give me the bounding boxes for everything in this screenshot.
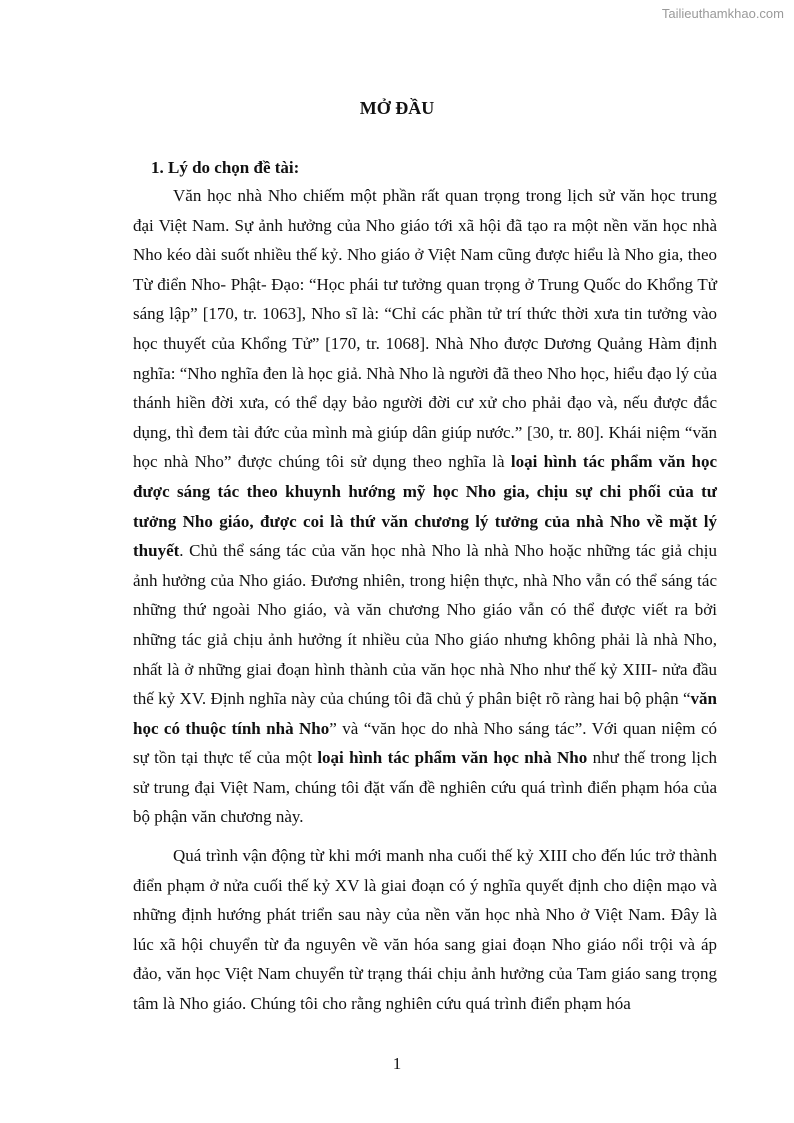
paragraph-1 (133, 181, 717, 832)
paragraph-1-segment-1: Văn học nhà Nho chiếm một phần rất quan trọng trong lịch sử văn học trung đại Việt Nam. Sự ảnh hưởng của Nho giáo tới xã hội đã tạo ra một nền văn học nhà Nho kéo dài suốt nhiều thế kỷ. Nho giáo ở Việt Nam cũng được hiểu là Nho gia, theo Từ điển Nho- Phật- Đạo: “Học phái tư tưởng quan trọng ở Trung Quốc do Khổng Tử sáng lập” [170, tr. 1063], Nho sĩ là: “Chỉ các phần tử trí thức thời xưa tin tưởng vào học thuyết của Khổng Tử” [170, tr. 1068]. Nhà Nho được Dương Quảng Hàm định nghĩa: “Nho nghĩa đen là học giả. Nhà Nho là người đã theo Nho học, hiểu đạo lý của thánh hiền đời xưa, có thể dạy bảo người đời cư xử cho phải đạo và, nếu được đắc dụng, thì đem tài đức của mình mà giúp dân giúp nước.” [30, tr. 80]. Khái niệm “văn học nhà Nho” được chúng tôi sử dụng theo nghĩa là (133, 186, 717, 472)
watermark: Tailieuthamkhao.com (661, 6, 784, 21)
paragraph-1-segment-3: ” và “văn học do nhà Nho sáng tác”. Với quan niệm có sự tồn tại thực tế của một (133, 718, 717, 768)
paragraph-2-text: Quá trình vận động từ khi mới manh nha cuối thế kỷ XIII cho đến lúc trở thành điển phạm ở nửa cuối thế kỷ XV là giai đoạn có ý nghĩa quyết định cho diện mạo và những định hướng phát triển sau này của nền văn học nhà Nho ở Việt Nam. Đây là lúc xã hội chuyển từ đa nguyên về văn hóa sang giai đoạn Nho giáo nổi trội và áp đảo, văn học Việt Nam chuyển từ trạng thái chịu ảnh hưởng của Tam giáo sang trọng tâm là Nho giáo. Chúng tôi cho rằng nghiên cứu quá trình điển phạm hóa (133, 846, 717, 1013)
paragraph-1-bold-genre: loại hình tác phẩm văn học nhà Nho (317, 748, 588, 768)
page-number: 1 (392, 1054, 402, 1073)
section-heading: 1. Lý do chọn đề tài: (151, 158, 300, 177)
paragraph-1-bold-definition: loại hình tác phẩm văn học được sáng tác theo khuynh hướng mỹ học Nho gia, chịu sự chi phối của tư tưởng Nho giáo, được coi là thứ văn chương lý tưởng của nhà Nho về mặt lý thuyết (133, 452, 717, 561)
paragraph-1-bold-term: văn học có thuộc tính nhà Nho (133, 689, 717, 738)
paragraph-1-segment-2: . Chủ thể sáng tác của văn học nhà Nho là nhà Nho hoặc những tác giả chịu ảnh hưởng của Nho giáo. Đương nhiên, trong hiện thực, nhà Nho vẫn có thể sáng tác những thứ ngoài Nho giáo, và văn chương Nho giáo vẫn có thể được viết ra bởi những tác giả chịu ảnh hưởng ít nhiều của Nho giáo nhưng không phải là nhà Nho, nhất là ở những giai đoạn hình thành của văn học nhà Nho như thế kỷ XIII- nửa đầu thế kỷ XV. Định nghĩa này của chúng tôi đã chủ ý phân biệt rõ ràng hai bộ phận “ (133, 541, 717, 709)
paragraph-2 (133, 841, 717, 1019)
paragraph-1-segment-4: như thế trong lịch sử trung đại Việt Nam, chúng tôi đặt vấn đề nghiên cứu quá trình điển phạm hóa của bộ phận văn chương này. (133, 748, 717, 827)
page-title: MỞ ĐẦU (359, 98, 435, 118)
paragraph-1-text (133, 181, 717, 832)
